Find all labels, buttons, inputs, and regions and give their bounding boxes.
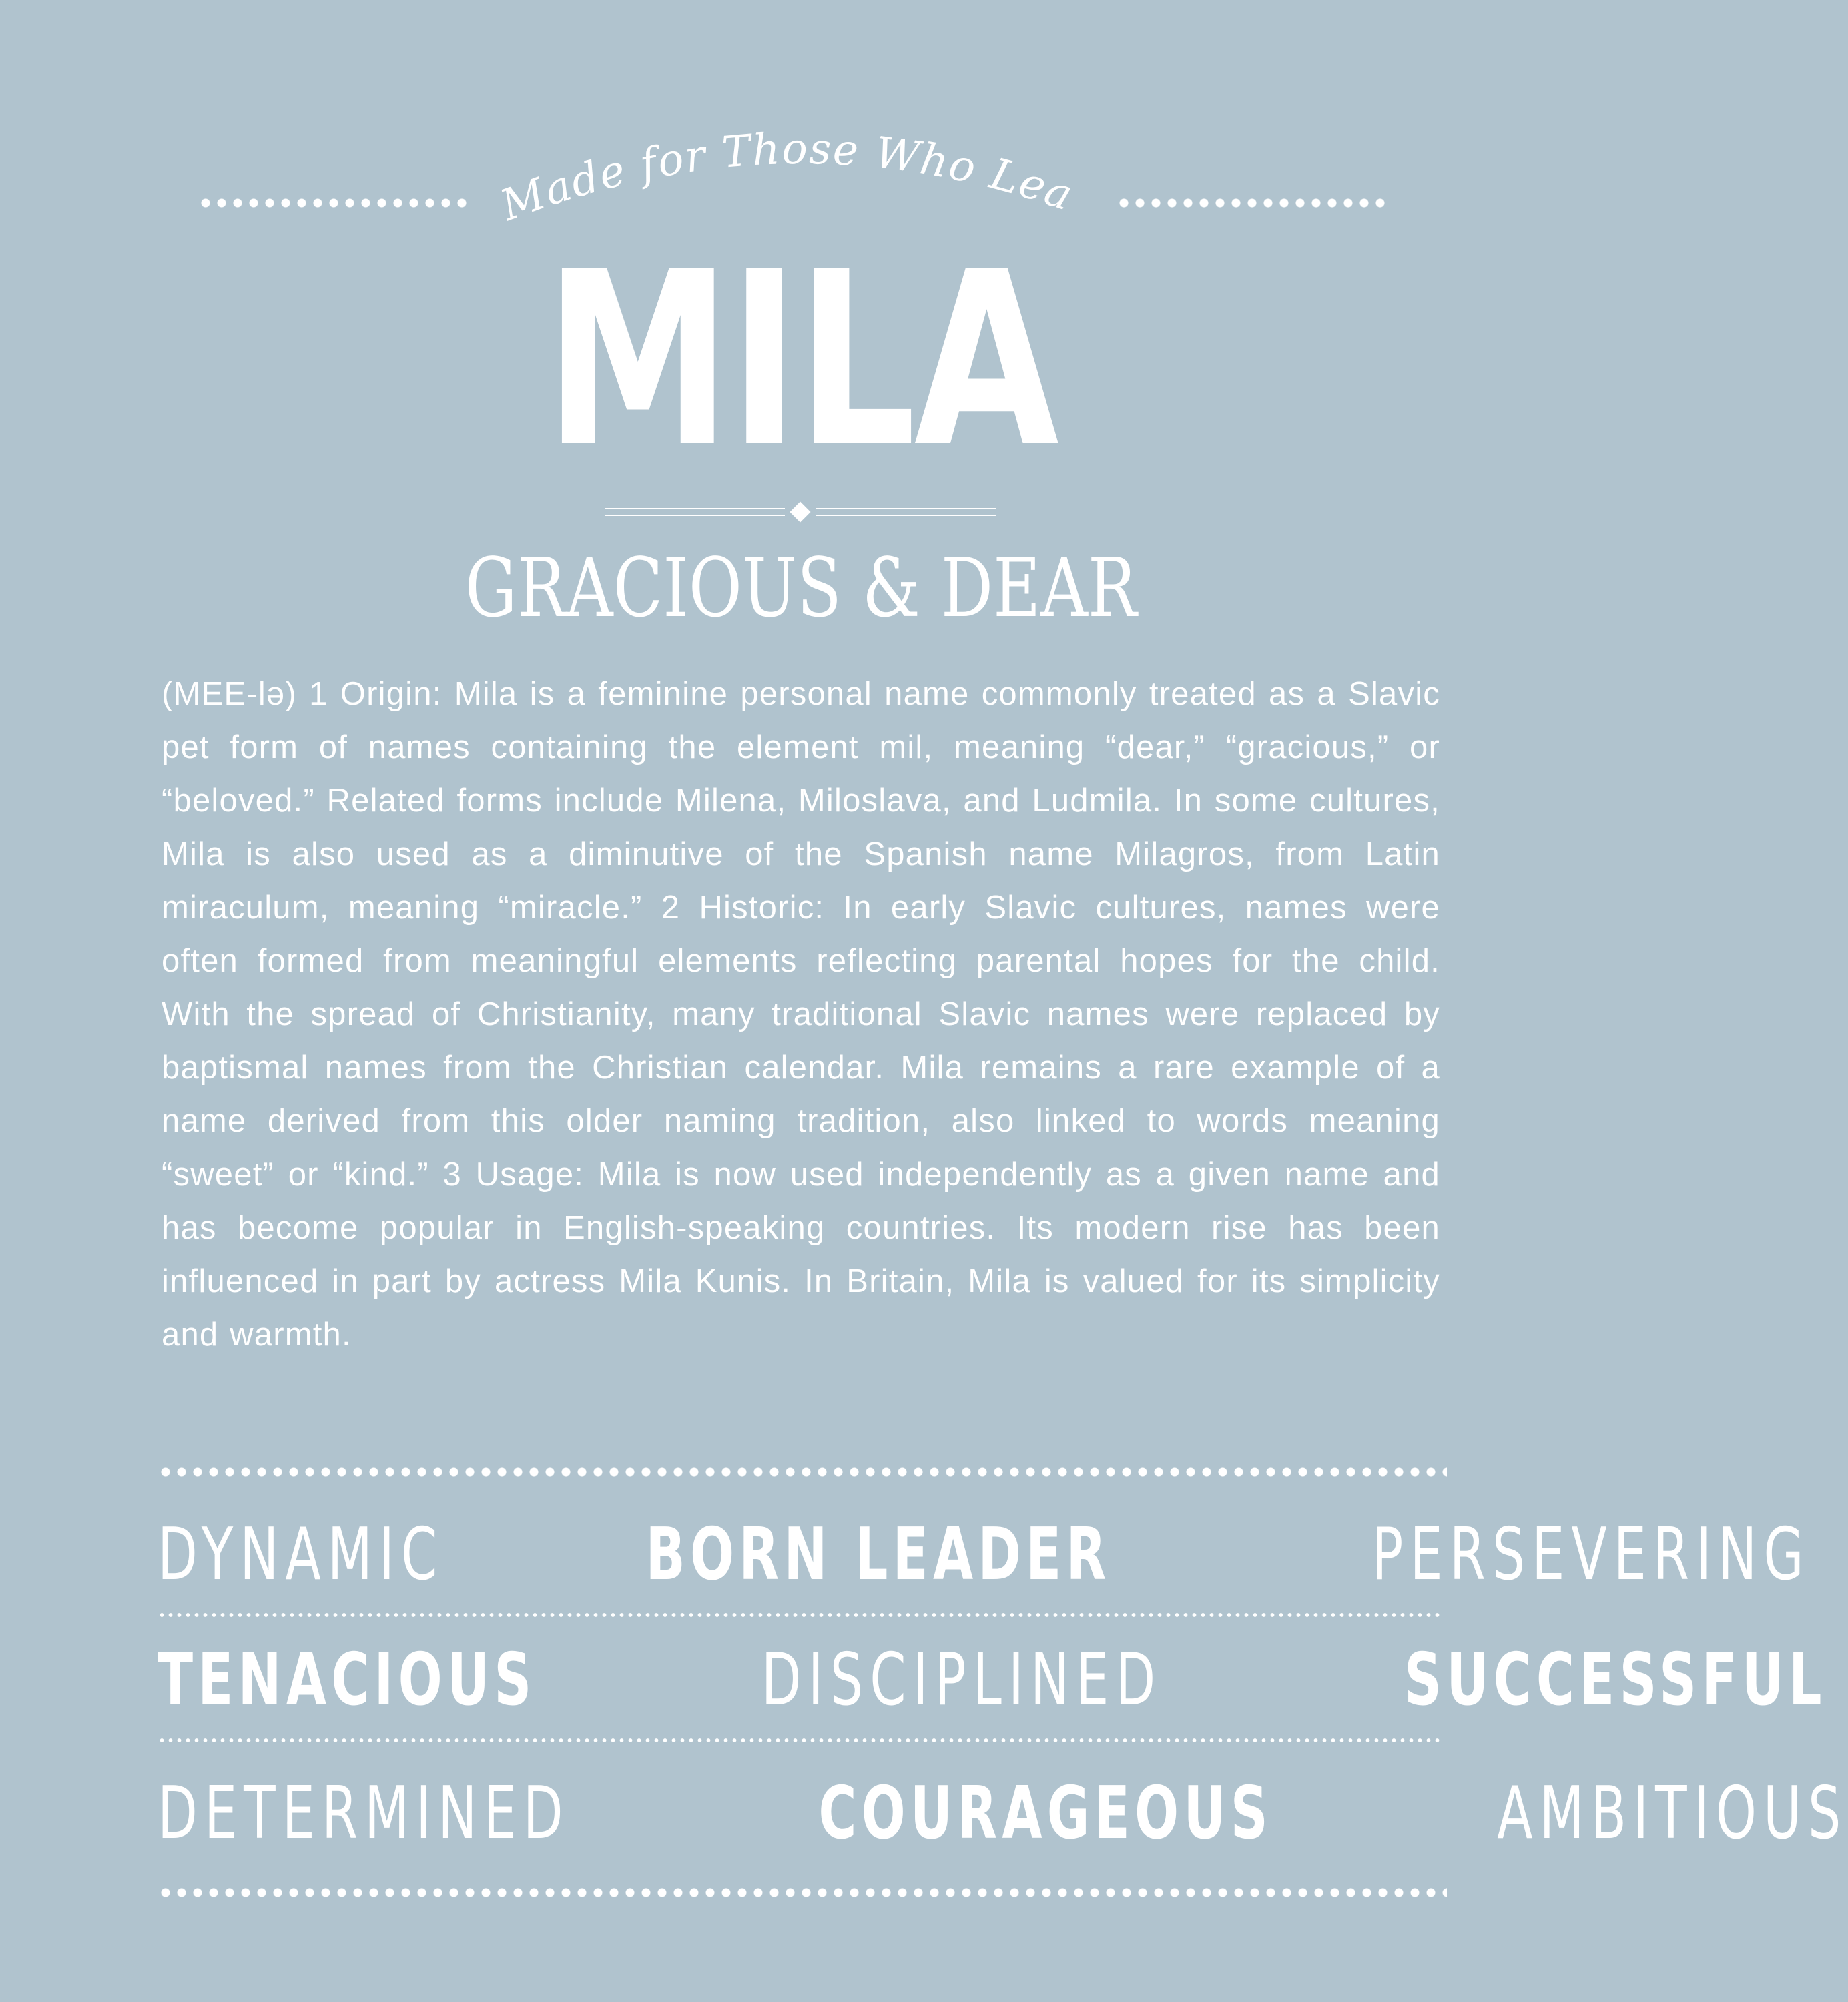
trait-word: DYNAMIC <box>158 1513 444 1596</box>
traits-row-separator-2 <box>158 1738 1442 1743</box>
trait-word: SUCCESSFUL <box>1404 1638 1827 1722</box>
traits-row-2 <box>158 1638 1827 1722</box>
trait-word: PERSEVERING <box>1371 1513 1811 1596</box>
tagline-dots-left <box>198 198 470 208</box>
trait-word: AMBITIOUS <box>1497 1772 1848 1855</box>
traits-row-1 <box>158 1513 1811 1596</box>
traits-row-separator-1 <box>158 1612 1442 1618</box>
divider-line-right-top <box>816 508 996 509</box>
trait-word: TENACIOUS <box>158 1638 537 1722</box>
divider-line-left-top <box>605 508 785 509</box>
divider-diamond <box>790 501 810 522</box>
divider-line-right-bottom <box>816 515 996 516</box>
tagline-dots-right <box>1116 198 1388 208</box>
name-description: (MEE-lə) 1 Origin: Mila is a feminine personal name commonly treated as a Slavic pet form of names containing the element mil, meaning “dear,” “gracious,” or “beloved.” Related forms include Milena, Miloslava, and Ludmila. In some cultures, Mila is also used as a diminutive of the Spanish name Milagros, from Latin miraculum, meaning “miracle.” 2 Historic: In early Slavic cultures, names were often formed from meaningful elements reflecting parental hopes for the child. With the spread of Christianity, many traditional Slavic names were replaced by baptismal names from the Christian calendar. Mila remains a rare example of a name derived from this older naming tradition, also linked to words meaning “sweet” or “kind.” 3 Usage: Mila is now used independently as a given name and has become popular in English-speaking countries. Its modern rise has been influenced in part by actress Mila Kunis. In Britain, Mila is valued for its simplicity and warmth. <box>162 676 1440 1353</box>
name-title: MILA <box>545 220 1057 500</box>
trait-word: DETERMINED <box>158 1772 570 1855</box>
trait-word: DISCIPLINED <box>761 1638 1163 1722</box>
traits-row-3 <box>158 1772 1848 1855</box>
trait-word: COURAGEOUS <box>818 1772 1273 1855</box>
tagline-text: Made for Those Who Lead <box>452 61 1080 231</box>
name-meaning: GRACIOUS & DEAR <box>465 541 1137 635</box>
traits-bottom-dots <box>158 1887 1447 1898</box>
trait-word: BORN LEADER <box>645 1513 1111 1596</box>
traits-top-dots <box>158 1467 1447 1477</box>
divider-line-left-bottom <box>605 515 785 516</box>
